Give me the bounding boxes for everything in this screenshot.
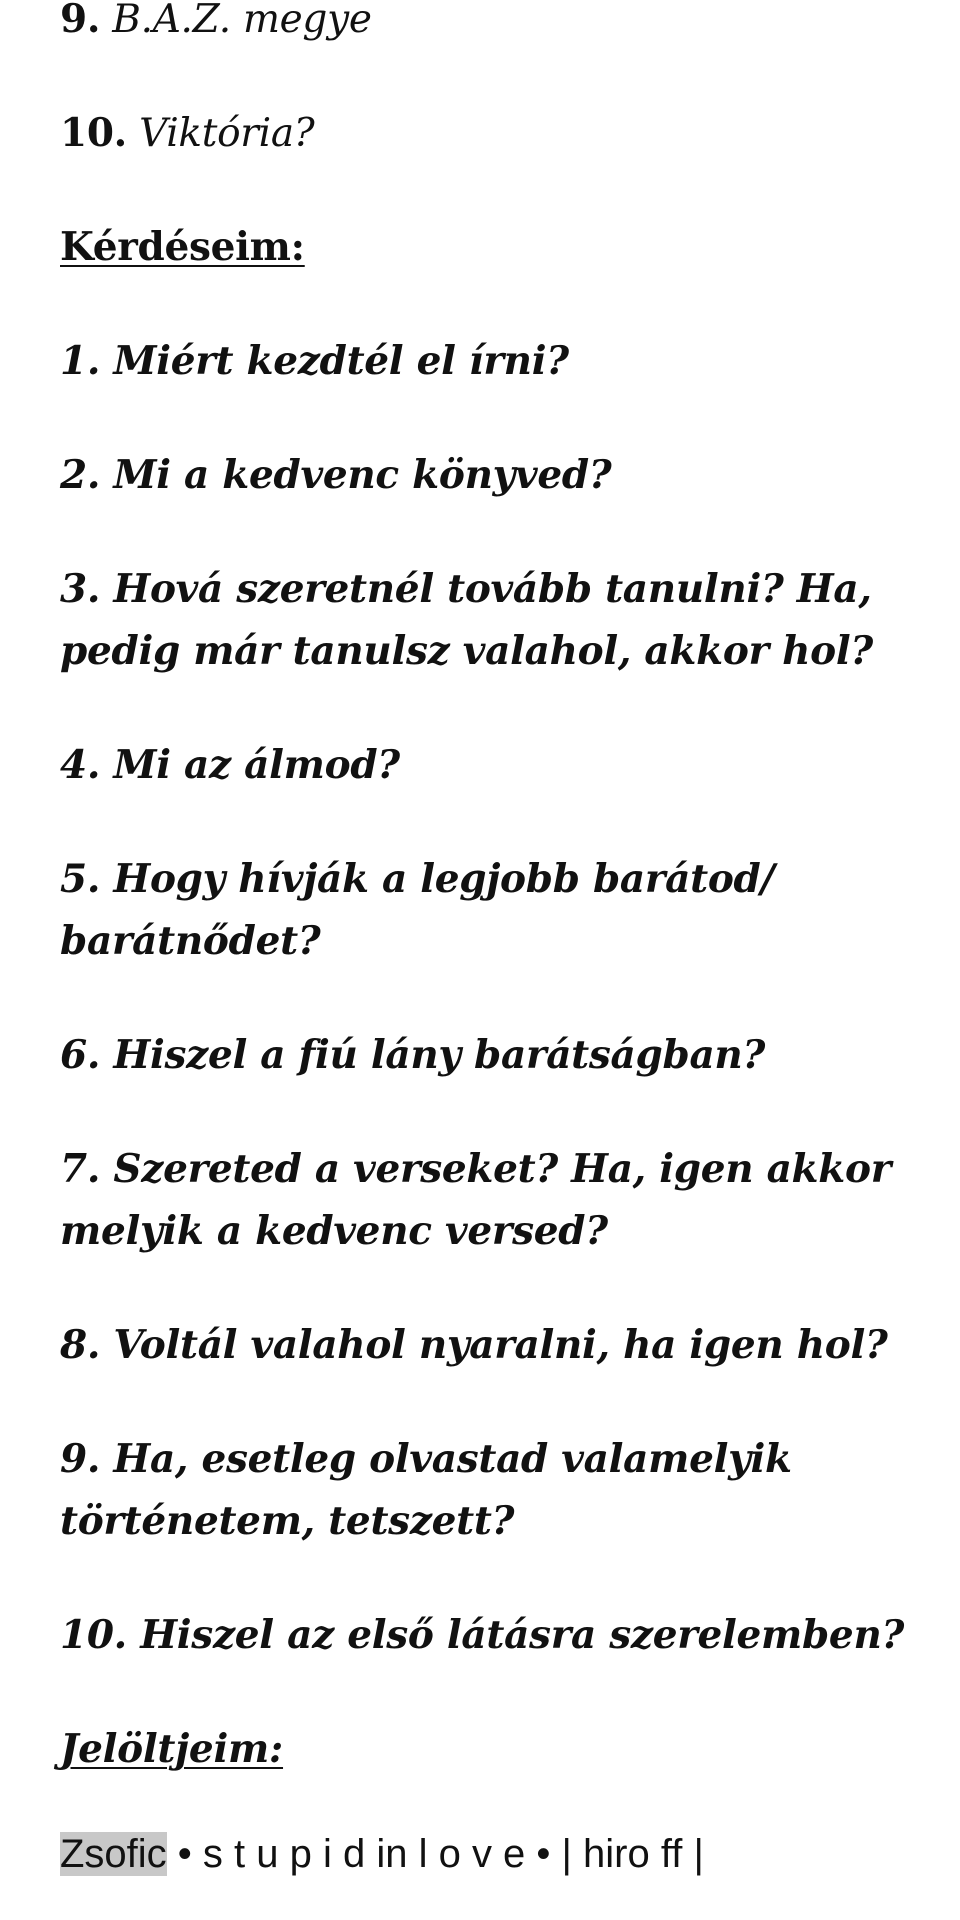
question-3-line-2: pedig már tanulsz valahol, akkor hol? bbox=[60, 628, 873, 674]
answer-10 bbox=[60, 102, 314, 165]
questions-heading: Kérdéseim: bbox=[60, 224, 305, 270]
nominee-highlighted-selection[interactable]: Zsofic bbox=[60, 1832, 167, 1876]
answer-10-number: 10. bbox=[60, 110, 127, 156]
nominee-names: • s t u p i d in l o v e • | hiro ff | bbox=[166, 1832, 704, 1876]
question-6: 6. Hiszel a fiú lány barátságban? bbox=[60, 1032, 766, 1078]
answer-9 bbox=[60, 0, 372, 51]
question-10: 10. Hiszel az első látásra szerelemben? bbox=[60, 1612, 905, 1658]
nominees-list bbox=[60, 1823, 704, 1885]
question-5-line-1: 5. Hogy hívják a legjobb barátod/ bbox=[60, 856, 775, 902]
question-7-line-1: 7. Szereted a verseket? Ha, igen akkor bbox=[60, 1146, 891, 1192]
question-4: 4. Mi az álmod? bbox=[60, 742, 400, 788]
question-9-line-1: 9. Ha, esetleg olvastad valamelyik bbox=[60, 1436, 792, 1482]
question-9-line-2: történetem, tetszett? bbox=[60, 1498, 515, 1544]
question-5-line-2: barátnődet? bbox=[60, 918, 321, 964]
nominees-heading: Jelöltjeim: bbox=[60, 1726, 284, 1772]
question-7-line-2: melyik a kedvenc versed? bbox=[60, 1208, 608, 1254]
answer-9-text: B.A.Z. megye bbox=[112, 0, 372, 42]
answer-9-number: 9. bbox=[60, 0, 101, 42]
answer-10-text: Viktória? bbox=[139, 111, 315, 156]
question-3-line-1: 3. Hová szeretnél tovább tanulni? Ha, bbox=[60, 566, 872, 612]
question-1: 1. Miért kezdtél el írni? bbox=[60, 338, 569, 384]
question-8: 8. Voltál valahol nyaralni, ha igen hol? bbox=[60, 1322, 888, 1368]
question-2: 2. Mi a kedvenc könyved? bbox=[60, 452, 612, 498]
